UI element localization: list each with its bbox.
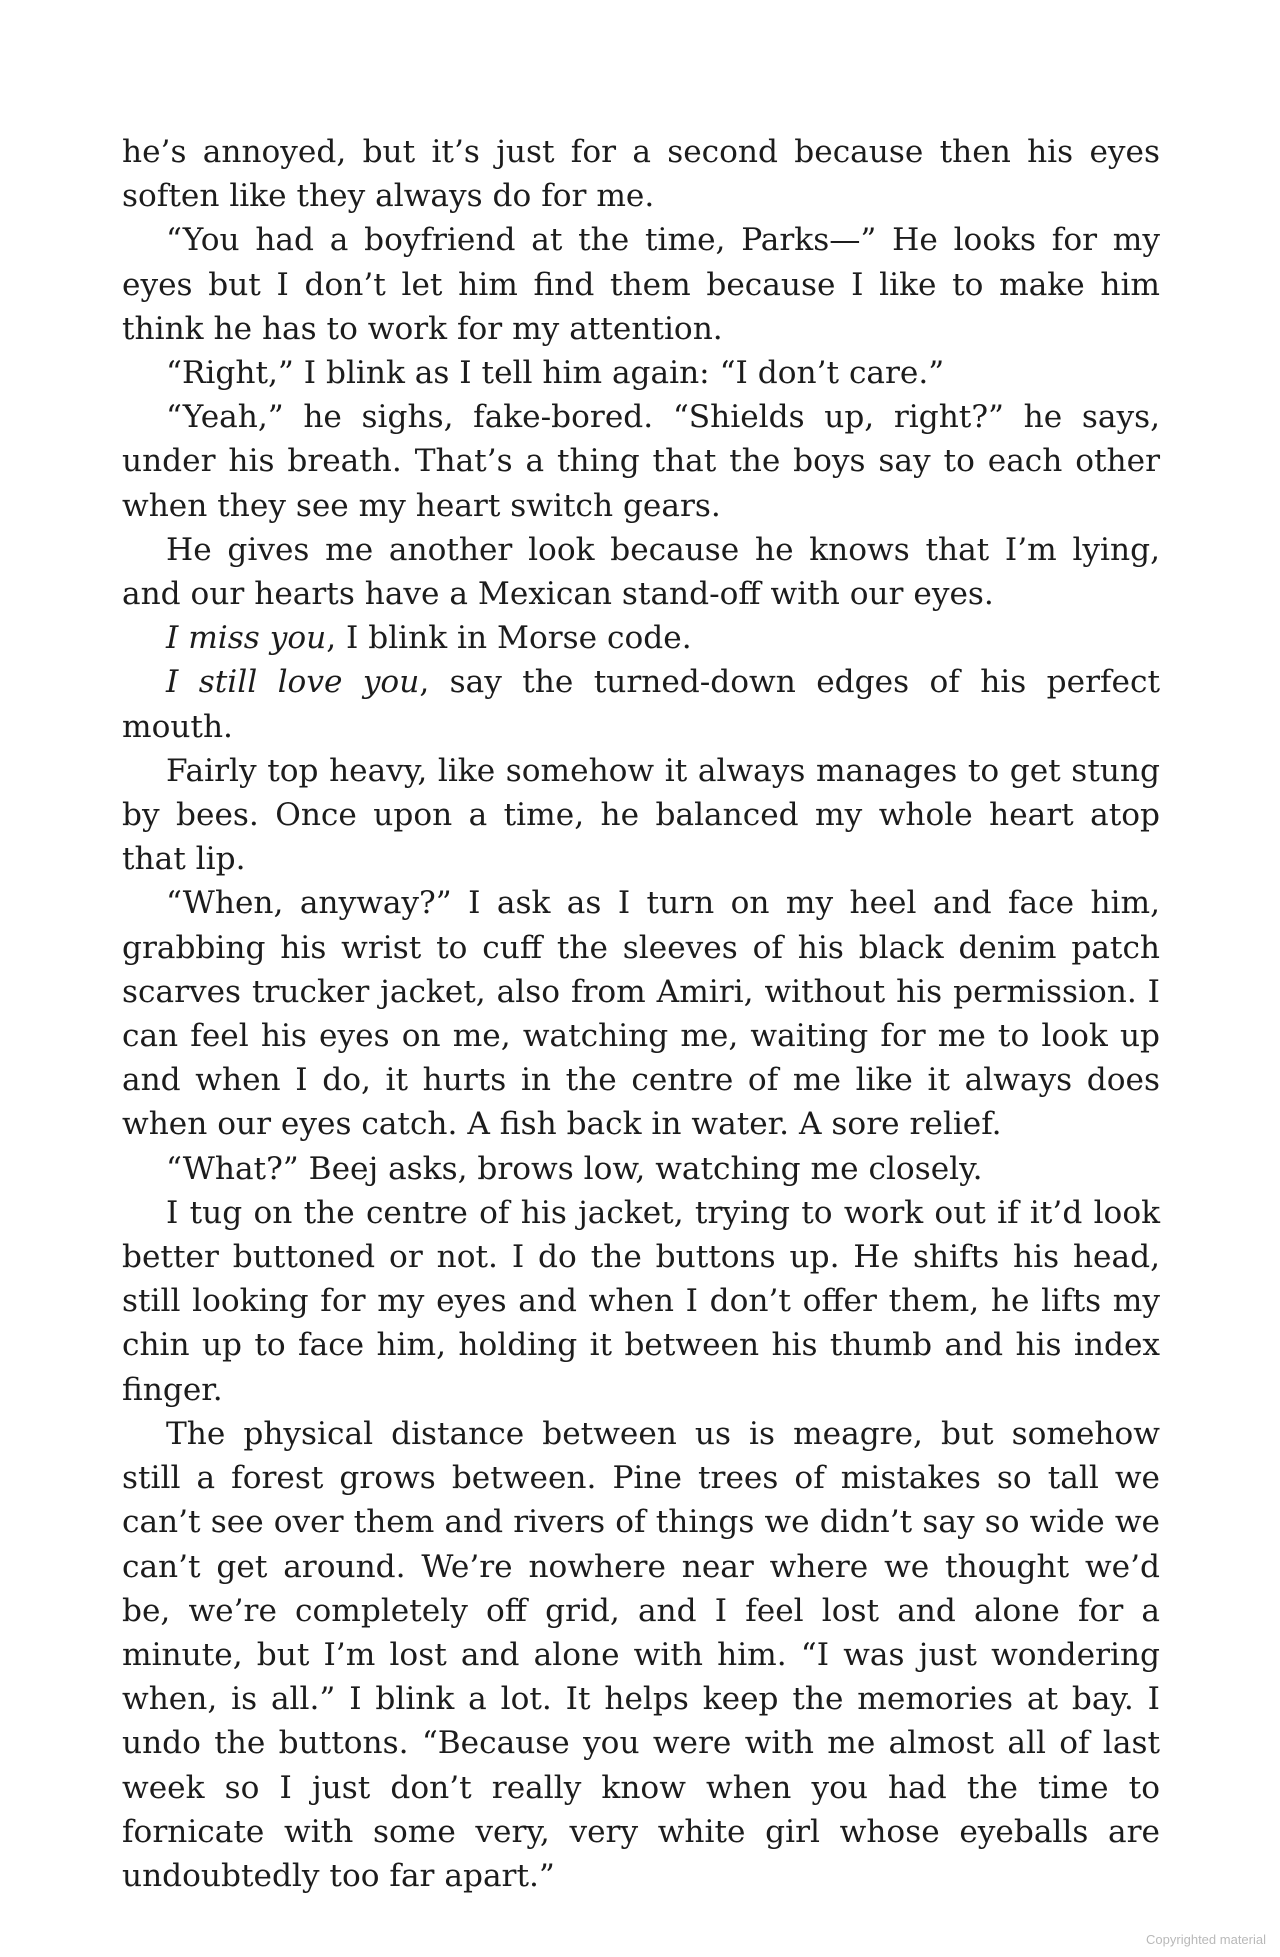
copyright-notice: Copyrighted material xyxy=(1146,1932,1266,1947)
paragraph-3: “Right,” I blink as I tell him again: “I don’t care.” xyxy=(166,355,945,392)
italic-phrase: I miss you xyxy=(166,620,327,657)
paragraph-8: Fairly top heavy, like somehow it always manages to get stung by bees. Once upon a time, he balanced my whole heart atop that lip. xyxy=(122,752,1160,878)
body-text xyxy=(122,130,1160,1898)
paragraph-10: “What?” Beej asks, brows low, watching me closely. xyxy=(166,1150,983,1187)
paragraph-7: I still love you, say the turned-down edges of his perfect mouth. xyxy=(122,664,1160,745)
paragraph-1: he’s annoyed, but it’s just for a second because then his eyes soften like they always do for me. xyxy=(122,134,1160,215)
paragraph-2: “You had a boyfriend at the time, Parks—” He looks for my eyes but I don’t let him find them because I like to make him think he has to work for my attention. xyxy=(122,222,1160,347)
italic-phrase: I still love you xyxy=(166,664,420,701)
paragraph-4: “Yeah,” he sighs, fake-bored. “Shields up, right?” he says, under his breath. That’s a thing that the boys say to each other when they see my heart switch gears. xyxy=(122,399,1160,524)
paragraph-6: I miss you, I blink in Morse code. xyxy=(166,620,692,657)
paragraph-12: The physical distance between us is meagre, but somehow still a forest grows between. Pine trees of mistakes so tall we can’t see over them and rivers of things we didn’t say so wide we can’t get around. We’re nowhere near where we thought we’d be, we’re completely off grid, and I feel lost and alone for a minute, but I’m lost and alone with him. “I was just wondering when, is all.” I blink a lot. It helps keep the memories at bay. I undo the buttons. “Because you were with me almost all of last week so I just don’t really know when you had the time to fornicate with some very, very white girl whose eyeballs are undoubtedly too far apart.” xyxy=(122,1415,1160,1894)
paragraph-5: He gives me another look because he knows that I’m lying, and our hearts have a Mexican stand-off with our eyes. xyxy=(122,531,1160,613)
paragraph-11: I tug on the centre of his jacket, trying to work out if it’d look better buttoned or not. I do the buttons up. He shifts his head, still looking for my eyes and when I don’t offer them, he lifts my chin up to face him, holding it between his thumb and his index finger. xyxy=(122,1194,1160,1408)
paragraph-9: “When, anyway?” I ask as I turn on my heel and face him, grabbing his wrist to cuff the sleeves of his black denim patch scarves trucker jacket, also from Amiri, without his permission. I can feel his eyes on me, watching me, waiting for me to look up and when I do, it hurts in the centre of me like it always does when our eyes catch. A fish back in water. A sore relief. xyxy=(122,885,1160,1143)
